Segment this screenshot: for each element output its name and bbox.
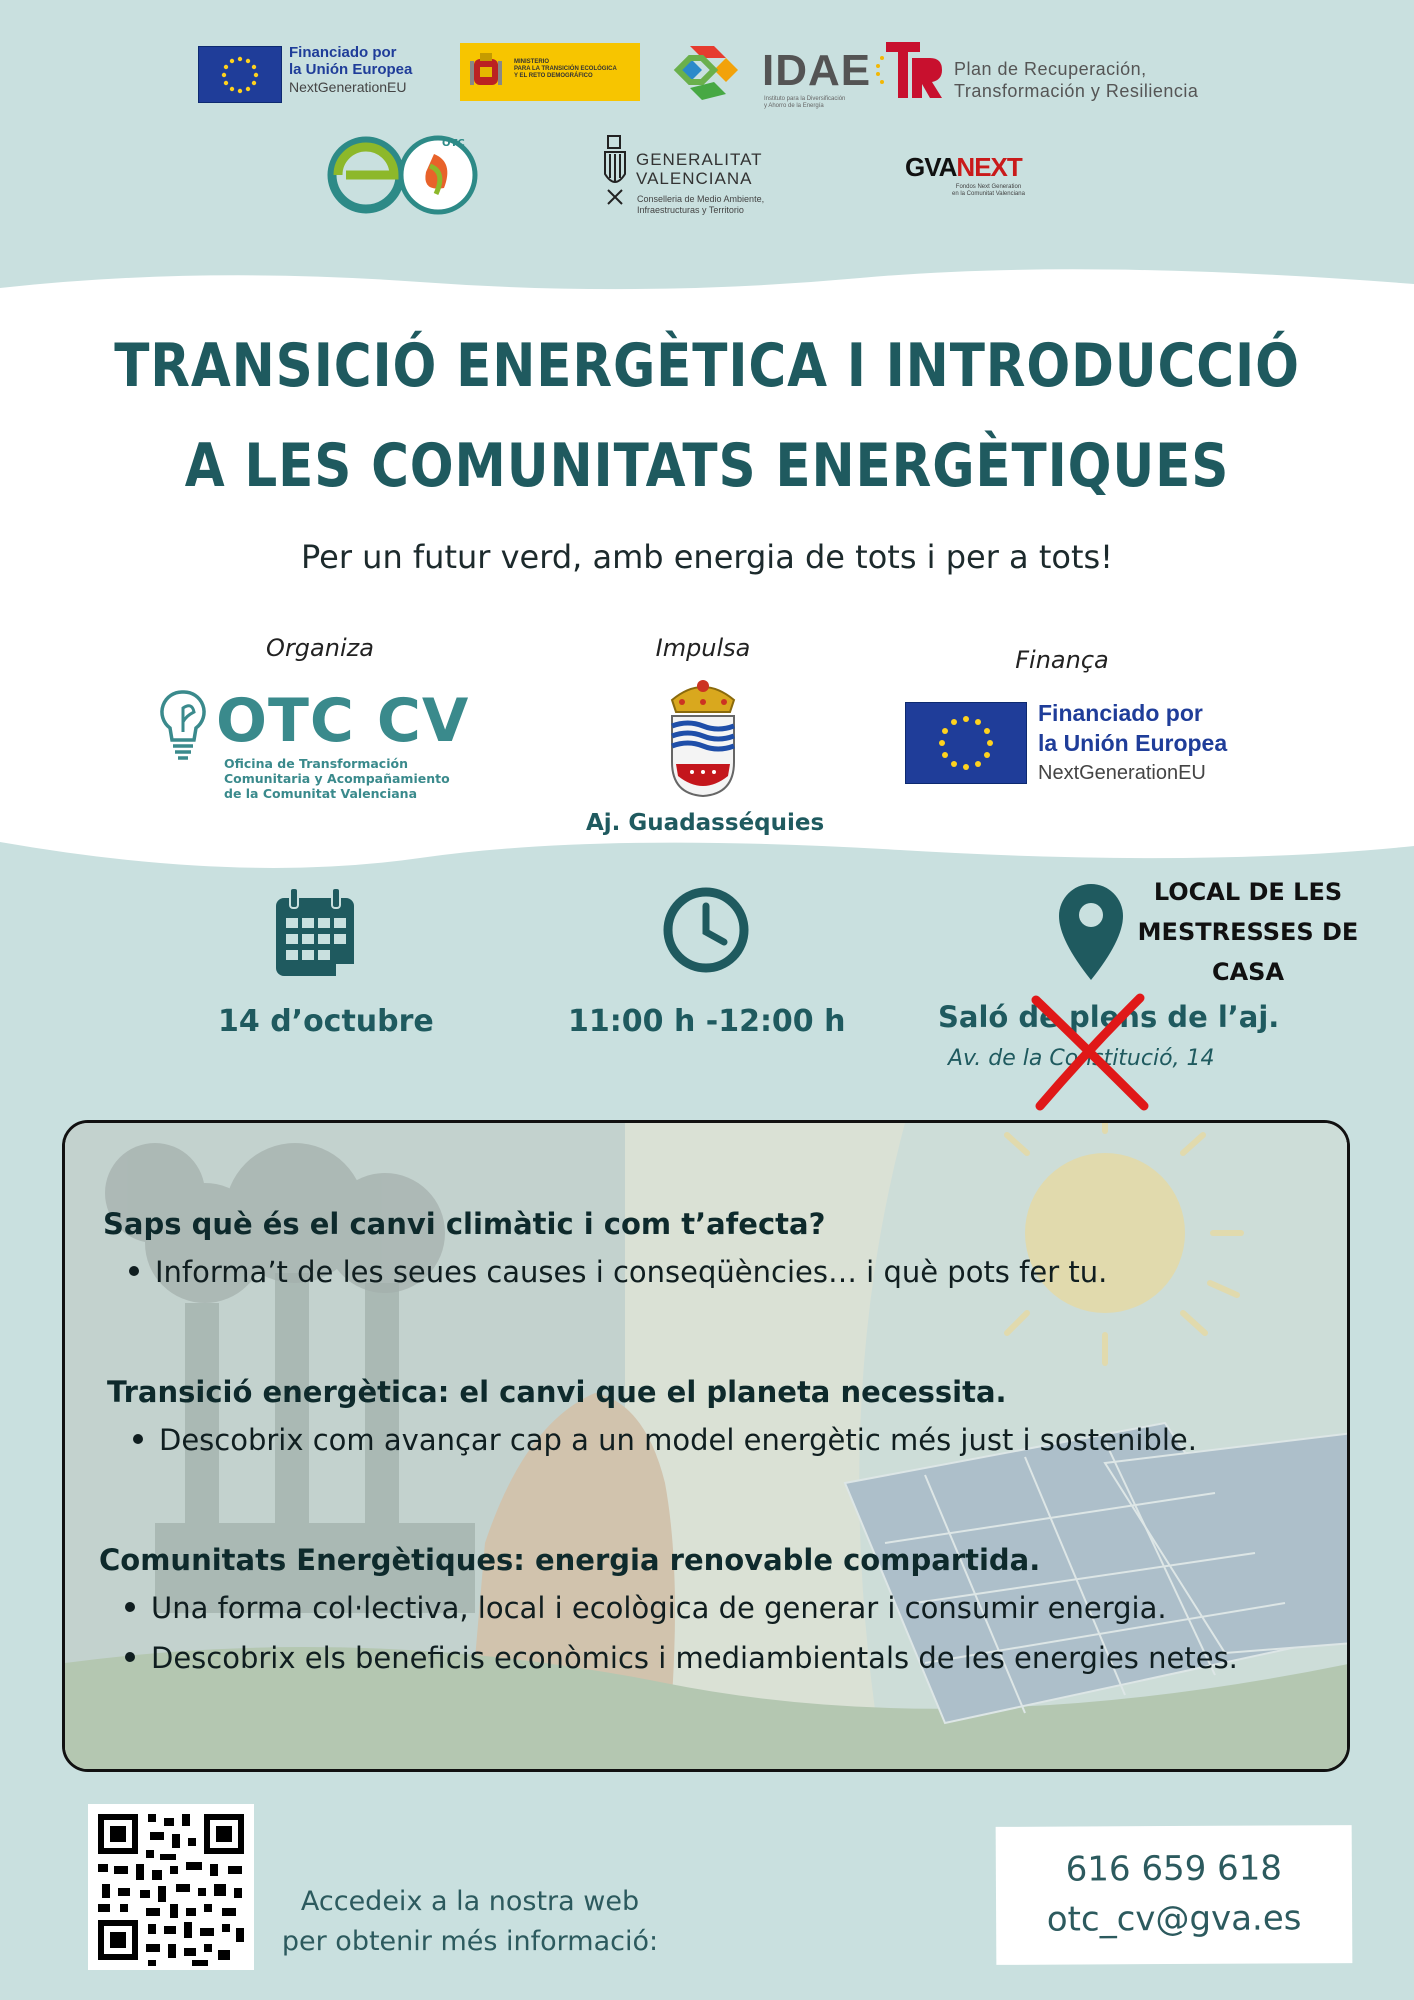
- idae-sub1: Instituto para la Diversificación: [764, 96, 846, 102]
- ministry-line1: MINISTERIO: [514, 59, 550, 65]
- otc-ring-badge: OTC: [442, 138, 465, 149]
- section-2-item-1: [133, 1423, 1197, 1457]
- qr-code-icon[interactable]: [88, 1804, 254, 1970]
- title-line1: TRANSICIÓ ENERGÈTICA I INTRODUCCIÓ: [114, 331, 1300, 401]
- bullet-icon: [125, 1602, 135, 1612]
- generalitat-line1: GENERALITAT: [636, 150, 763, 169]
- location-pin-icon: [1056, 882, 1126, 982]
- section-3-heading: Comunitats Energètiques: energia renovable compartida.: [99, 1543, 1041, 1577]
- event-date: 14 d’octubre: [218, 1004, 434, 1039]
- event-location: [1126, 872, 1370, 992]
- lightbulb-icon: [158, 688, 208, 764]
- eu-line2: la Unión Europea: [289, 61, 413, 79]
- section-2-item-1-text: Descobrix com avançar cap a un model energètic més just i sostenible.: [159, 1423, 1197, 1457]
- bullet-icon: [125, 1652, 135, 1662]
- eu-line3: NextGenerationEU: [289, 78, 407, 95]
- otc-sub1: Oficina de Transformación: [224, 756, 408, 771]
- ministry-line3: Y EL RETO DEMOGRÁFICO: [514, 73, 593, 79]
- gvanext-sub: [952, 184, 1025, 198]
- section-3-item-2: [125, 1641, 1238, 1675]
- event-address: Av. de la Constitució, 14: [948, 1046, 1215, 1071]
- section-3-item-1-text: Una forma col·lectiva, local i ecològica de generar i consumir energia.: [151, 1591, 1167, 1625]
- location-line3: CASA: [1211, 958, 1285, 986]
- idae-sub: [764, 96, 845, 110]
- contact-phone[interactable]: 616 659 618: [1065, 1848, 1283, 1890]
- otc-cv-sub: [224, 756, 450, 801]
- page-subtitle: Per un futur verd, amb energia de tots i per a tots!: [300, 538, 1113, 576]
- section-1-heading: Saps què és el canvi climàtic i com t’afecta?: [103, 1207, 826, 1241]
- location-line2: MESTRESSES DE: [1137, 918, 1359, 946]
- gvanext-next: NEXT: [956, 152, 1022, 182]
- eu-flag-icon: [198, 46, 282, 103]
- section-2-heading: Transició energètica: el canvi que el planeta necessita.: [107, 1375, 1007, 1409]
- otc-sub2: Comunitaria y Acompañamiento: [224, 771, 450, 786]
- finanza-line2: la Unión Europea: [1038, 730, 1228, 756]
- finanza-line1: Financiado por: [1038, 700, 1203, 726]
- bullet-icon: [133, 1434, 143, 1444]
- calendar-icon: [274, 886, 356, 978]
- idae-name: IDAE: [762, 46, 872, 95]
- contact-email[interactable]: otc_cv@gva.es: [1046, 1898, 1302, 1940]
- idae-sub2: y Ahorro de la Energía: [764, 103, 824, 109]
- event-time: 11:00 h -12:00 h: [568, 1004, 846, 1039]
- eu-line1: Financiado por: [289, 44, 397, 61]
- ministry-logo: [460, 43, 640, 101]
- section-1-item-1-text: Informa’t de les seues causes i conseqüències… i què pots fer tu.: [155, 1255, 1108, 1289]
- generalitat-sub: [637, 194, 764, 216]
- prtr-mark-icon: [872, 38, 944, 102]
- clock-icon: [662, 886, 750, 974]
- gvanext-sub1: Fondos Next Generation: [955, 184, 1022, 190]
- gvanext-logo: [905, 152, 1022, 183]
- prtr-line2: Transformación y Resiliencia: [954, 81, 1199, 101]
- eu-funding-text: [289, 44, 412, 95]
- organiza-role: Organiza: [266, 634, 374, 662]
- generalitat-sub1: Conselleria de Medio Ambiente,: [637, 194, 765, 204]
- eu-flag-icon: [905, 702, 1027, 784]
- generalitat-line2: VALENCIANA: [636, 169, 753, 188]
- section-3-item-1: [125, 1591, 1167, 1625]
- finanza-role: Finança: [1015, 646, 1109, 674]
- impulsa-name: Aj. Guadasséquies: [586, 810, 825, 836]
- ministry-line2: PARA LA TRANSICIÓN ECOLÓGICA: [514, 66, 617, 72]
- gvanext-sub2: en la Comunitat Valenciana: [952, 191, 1025, 197]
- web-line2: per obtenir més informació:: [281, 1926, 659, 1957]
- gvanext-gva: GVA: [905, 152, 957, 182]
- impulsa-role: Impulsa: [655, 634, 751, 662]
- location-line1: LOCAL DE LES: [1153, 878, 1343, 906]
- idae-mark-icon: [660, 40, 756, 106]
- web-info: [260, 1882, 680, 1962]
- cross-out-icon: [1028, 990, 1152, 1114]
- generalitat-emblem-icon: [602, 134, 628, 206]
- generalitat-sub2: Infraestructuras y Territorio: [637, 205, 744, 215]
- page-title: [99, 316, 1315, 516]
- finanza-line3: NextGenerationEU: [1038, 762, 1206, 784]
- otc-sub3: de la Comunitat Valenciana: [224, 786, 418, 801]
- otc-cv-name: OTC CV: [216, 686, 470, 756]
- spain-shield-icon: [468, 51, 504, 93]
- content-box: [62, 1120, 1350, 1772]
- title-line2: A LES COMUNITATS ENERGÈTIQUES: [184, 431, 1230, 501]
- section-1-item-1: [129, 1255, 1107, 1289]
- finanza-text: [1038, 698, 1227, 788]
- top-logos: [0, 0, 1414, 260]
- web-line1: Accedeix a la nostra web: [300, 1886, 640, 1917]
- prtr-text: [954, 58, 1198, 102]
- section-3-item-2-text: Descobrix els beneficis econòmics i mediambientals de les energies netes.: [151, 1641, 1238, 1675]
- generalitat-name: [636, 150, 763, 188]
- event-location-old: Saló de plens de l’aj.: [938, 1000, 1280, 1034]
- prtr-line1: Plan de Recuperación,: [954, 59, 1147, 79]
- bullet-icon: [129, 1266, 139, 1276]
- town-coat-of-arms-icon: [662, 672, 744, 800]
- contact-card: [996, 1825, 1353, 1965]
